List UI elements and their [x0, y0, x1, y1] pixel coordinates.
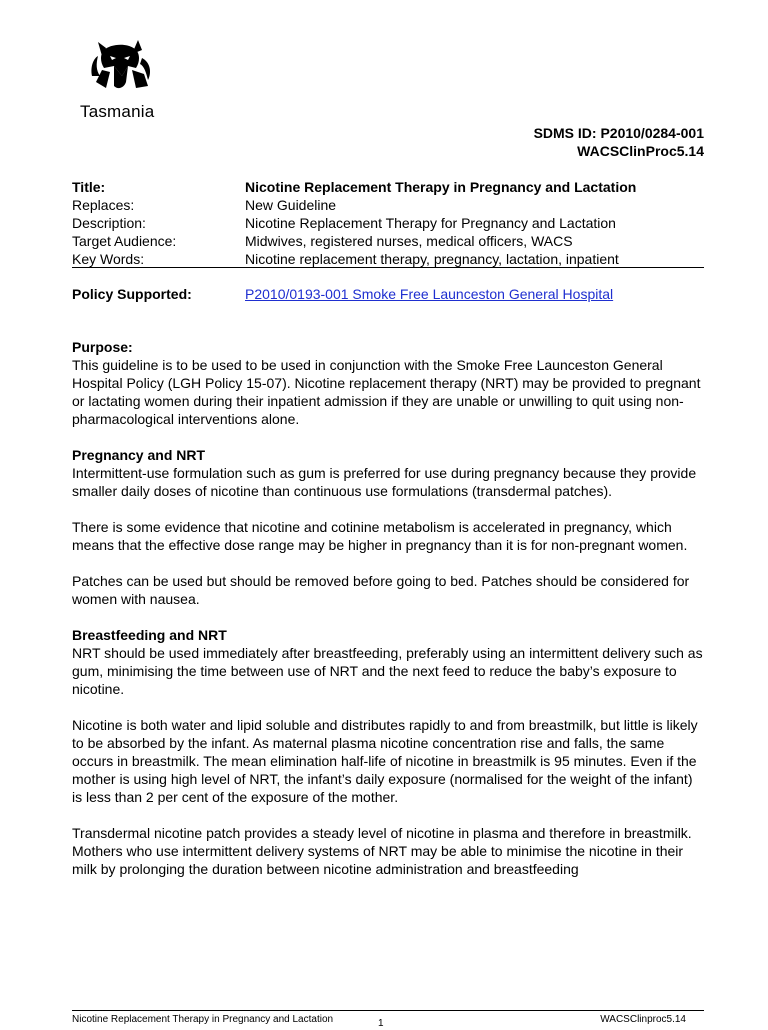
- meta-row-replaces: [72, 196, 704, 214]
- policy-label: Policy Supported:: [72, 286, 192, 302]
- meta-row-target-audience: [72, 232, 704, 250]
- meta-value: Midwives, registered nurses, medical officers, WACS: [245, 233, 573, 249]
- section-heading: Purpose:: [72, 339, 133, 355]
- paragraph: Patches can be used but should be removed before going to bed. Patches should be considered for women with nausea.: [72, 573, 690, 607]
- tasmanian-devil-logo-icon: [88, 36, 154, 100]
- meta-label: Description:: [72, 215, 146, 231]
- meta-label: Target Audience:: [72, 233, 177, 249]
- document-body: [72, 338, 704, 896]
- footer-reference: WACSClinproc5.14: [600, 1014, 686, 1025]
- meta-label: Key Words:: [72, 251, 145, 267]
- meta-row-description: [72, 214, 704, 232]
- paragraph: Nicotine is both water and lipid soluble and distributes rapidly to and from breastmilk, but little is likely to be absorbed by the infant. As maternal plasma nicotine concentration rise and falls, the same occurs in breastmilk. The mean elimination half-life of nicotine in breastmilk is 95 minutes. Even if the mother is using high level of NRT, the infant’s daily exposure (normalised for the weight of the infant) is less than 2 per cent of the exposure of the mother.: [72, 717, 698, 805]
- policy-supported-row: [72, 285, 704, 303]
- tasmania-logo: [80, 36, 170, 126]
- metadata-divider: [72, 267, 704, 268]
- footer-divider: [72, 1010, 704, 1011]
- section-heading: Breastfeeding and NRT: [72, 627, 227, 643]
- paragraph: Transdermal nicotine patch provides a steady level of nicotine in plasma and therefore in breastmilk. Mothers who use intermittent delivery systems of NRT may be able to minimise the nicotine in their milk by prolonging the duration between nicotine administration and breastfeeding: [72, 825, 692, 877]
- section-breastfeeding-nrt: [72, 626, 704, 878]
- meta-row-title: [72, 178, 704, 196]
- sdms-id: SDMS ID: P2010/0284-001: [533, 125, 704, 141]
- meta-row-key-words: [72, 250, 704, 268]
- meta-value: Nicotine Replacement Therapy for Pregnancy and Lactation: [245, 215, 616, 231]
- meta-label: Replaces:: [72, 197, 135, 213]
- paragraph: Intermittent-use formulation such as gum is preferred for use during pregnancy because they provide smaller daily doses of nicotine than continuous use formulations (transdermal patches).: [72, 465, 697, 499]
- section-pregnancy-nrt: [72, 446, 704, 608]
- sdms-ref: WACSClinProc5.14: [577, 143, 704, 159]
- logo-text: Tasmania: [80, 102, 155, 121]
- footer-title: Nicotine Replacement Therapy in Pregnancy and Lactation: [72, 1014, 334, 1025]
- footer-page-number: 1: [378, 1018, 384, 1029]
- paragraph: NRT should be used immediately after breastfeeding, preferably using an intermittent delivery such as gum, minimising the time between use of NRT and the next feed to reduce the baby’s exposure to nicotine.: [72, 645, 703, 697]
- document-metadata: [72, 178, 704, 268]
- paragraph: This guideline is to be used to be used in conjunction with the Smoke Free Launceston General Hospital Policy (LGH Policy 15-07). Nicotine replacement therapy (NRT) may be provided to pregnant or lactating women during their inpatient admission if they are unable or unwilling to quit using non-pharmacological interventions alone.: [72, 357, 701, 427]
- meta-value: New Guideline: [245, 197, 337, 213]
- meta-value: Nicotine replacement therapy, pregnancy, lactation, inpatient: [245, 251, 619, 267]
- policy-link[interactable]: P2010/0193-001 Smoke Free Launceston General Hospital: [245, 286, 614, 302]
- meta-label: Title:: [72, 179, 106, 195]
- meta-value: Nicotine Replacement Therapy in Pregnancy and Lactation: [245, 179, 637, 195]
- section-heading: Pregnancy and NRT: [72, 447, 206, 463]
- section-purpose: [72, 338, 704, 428]
- sdms-block: [534, 124, 704, 160]
- paragraph: There is some evidence that nicotine and cotinine metabolism is accelerated in pregnancy, which means that the effective dose range may be higher in pregnancy than it is for non-pregnant women.: [72, 519, 688, 553]
